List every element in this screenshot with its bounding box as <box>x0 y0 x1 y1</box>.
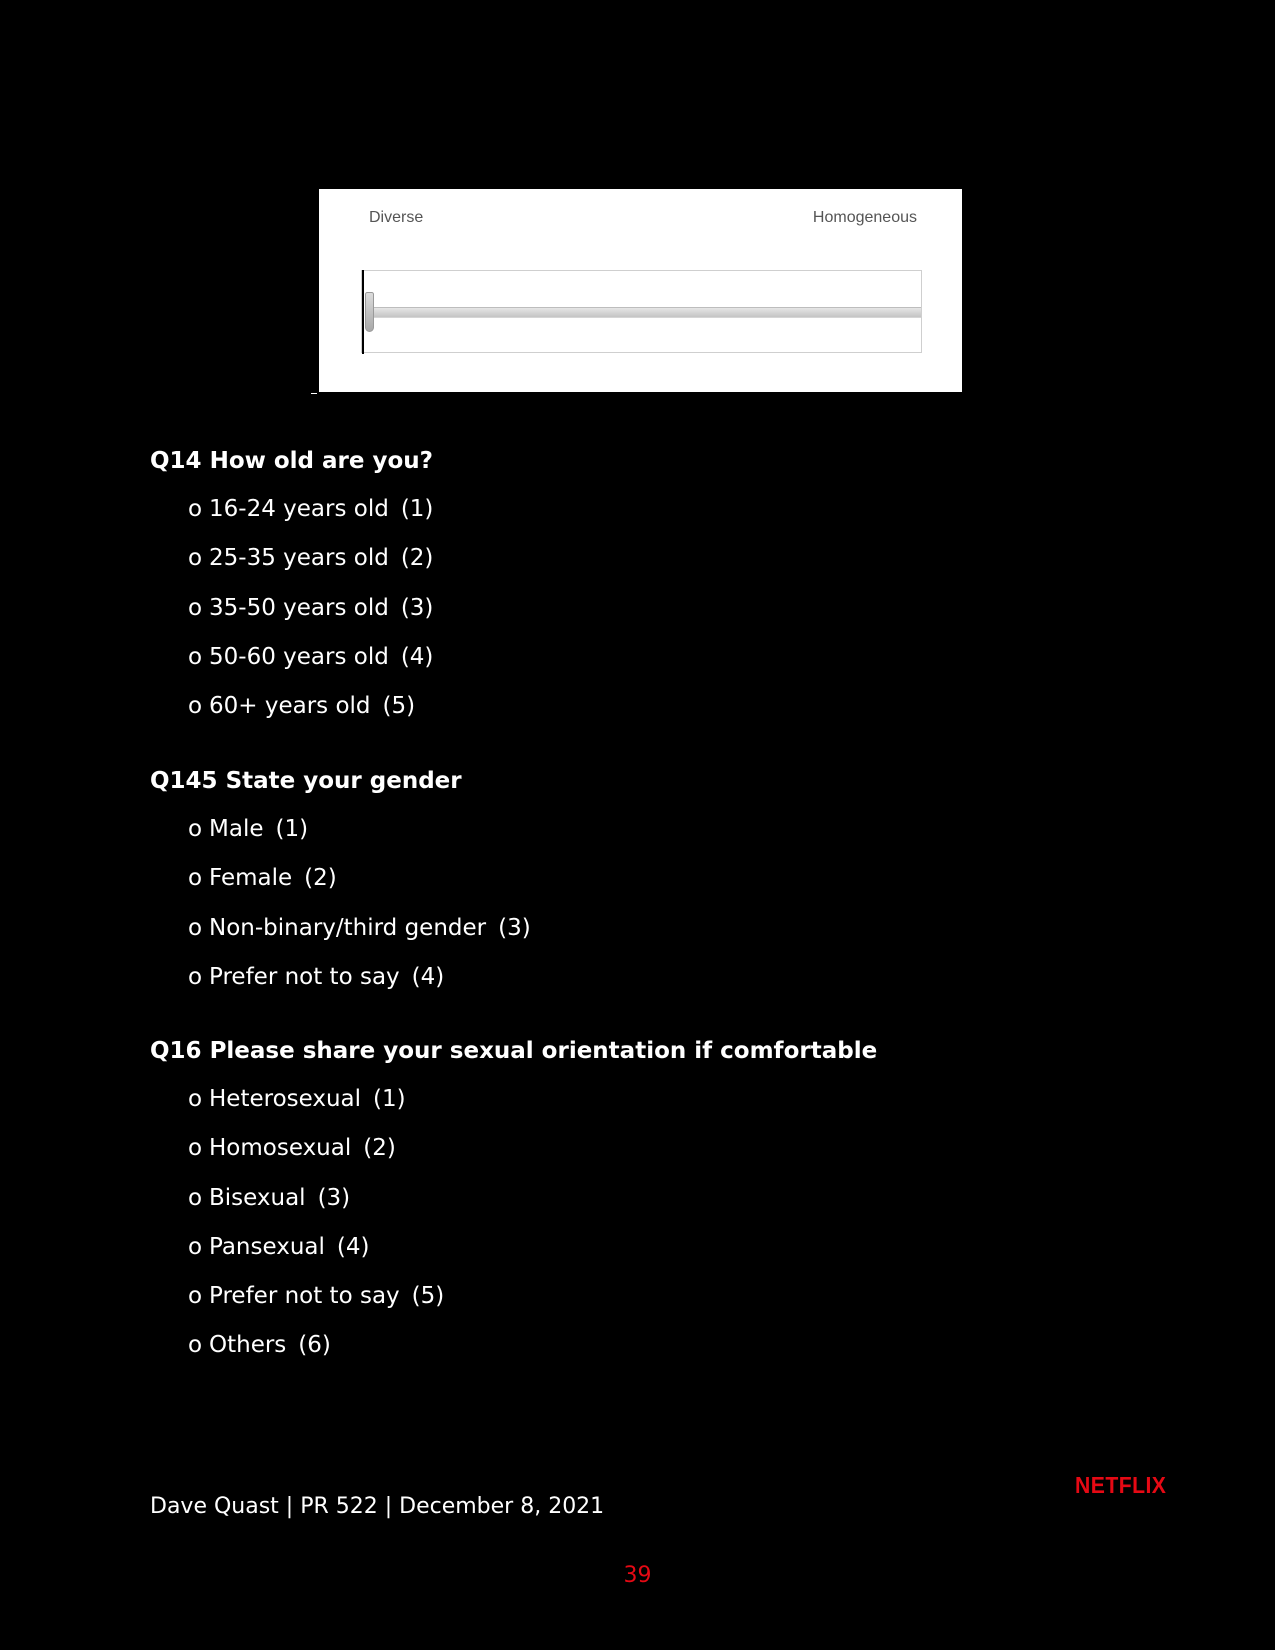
option-label: Pansexual <box>209 1233 325 1260</box>
option-q16-6[interactable] <box>188 1334 444 1383</box>
option-code: (4) <box>400 643 434 670</box>
option-q145-4[interactable] <box>188 963 531 1015</box>
option-label: 35-50 years old <box>209 594 389 621</box>
radio-circle-icon: o <box>188 914 203 941</box>
option-label: 25-35 years old <box>209 545 389 572</box>
radio-circle-icon: o <box>188 963 203 990</box>
radio-circle-icon: o <box>188 643 203 670</box>
slider-zero-line <box>362 270 364 354</box>
option-q145-2[interactable] <box>188 867 531 916</box>
option-code: (2) <box>304 865 337 892</box>
radio-circle-icon: o <box>188 594 203 621</box>
radio-circle-icon: o <box>188 816 203 842</box>
option-label: 60+ years old <box>209 693 371 720</box>
radio-circle-icon: o <box>188 1184 203 1211</box>
option-label: Bisexual <box>209 1184 306 1211</box>
option-label: Others <box>209 1332 287 1359</box>
option-code: (3) <box>498 914 531 941</box>
option-code: (3) <box>317 1184 351 1211</box>
radio-circle-icon: o <box>188 1135 203 1162</box>
option-q16-2[interactable] <box>188 1137 444 1186</box>
options-list-q145 <box>188 818 531 1015</box>
option-code: (3) <box>400 594 434 621</box>
option-q14-4[interactable] <box>188 643 434 695</box>
option-label: Prefer not to say <box>209 963 400 990</box>
options-list-q16 <box>188 1088 444 1384</box>
option-q14-5[interactable] <box>188 695 433 744</box>
footer-citation: Dave Quast | PR 522 | December 8, 2021 <box>150 1494 605 1519</box>
page-number: 39 <box>623 1563 652 1588</box>
option-label: 16-24 years old <box>209 496 389 522</box>
option-q145-3[interactable] <box>188 914 531 966</box>
option-code: (4) <box>411 963 445 990</box>
slider-handle[interactable] <box>365 292 374 332</box>
option-label: Prefer not to say <box>209 1283 400 1310</box>
slider-min-label: Diverse <box>369 209 424 226</box>
question-title-q16: Q16 Please share your sexual orientation if comfortable <box>150 1038 878 1064</box>
option-label: Non-binary/third gender <box>209 914 487 941</box>
option-q14-2[interactable] <box>188 547 433 596</box>
option-code: (6) <box>298 1332 331 1359</box>
option-label: 50-60 years old <box>209 643 389 670</box>
radio-circle-icon: o <box>188 865 203 892</box>
radio-circle-icon: o <box>188 1283 203 1310</box>
radio-circle-icon: o <box>188 693 203 720</box>
netflix-logo: NETFLIX <box>1075 1472 1167 1498</box>
option-q16-5[interactable] <box>188 1285 444 1334</box>
option-q145-1[interactable] <box>188 818 531 867</box>
option-code: (5) <box>411 1283 445 1310</box>
slider-question-image <box>319 189 962 392</box>
radio-circle-icon: o <box>188 496 203 522</box>
options-list-q14 <box>188 498 433 744</box>
radio-circle-icon: o <box>188 545 203 572</box>
slider-control[interactable] <box>361 270 922 353</box>
option-code: (1) <box>373 1086 406 1112</box>
radio-circle-icon: o <box>188 1332 203 1359</box>
option-code: (2) <box>400 545 434 572</box>
question-title-q145: Q145 State your gender <box>150 768 462 794</box>
option-q14-3[interactable] <box>188 594 434 646</box>
option-code: (4) <box>336 1233 370 1260</box>
option-label: Homosexual <box>209 1135 352 1162</box>
question-title-q14: Q14 How old are you? <box>150 448 434 474</box>
slider-max-label: Homogeneous <box>812 209 917 226</box>
option-code: (1) <box>275 816 309 842</box>
option-code: (2) <box>363 1135 396 1162</box>
option-code: (1) <box>400 496 434 522</box>
option-q16-1[interactable] <box>188 1088 444 1137</box>
option-label: Heterosexual <box>209 1086 362 1112</box>
slider-track[interactable] <box>374 307 921 318</box>
divider-mark <box>311 393 317 394</box>
option-q14-1[interactable] <box>188 498 433 547</box>
radio-circle-icon: o <box>188 1086 203 1112</box>
option-label: Female <box>209 865 293 892</box>
option-q16-4[interactable] <box>188 1233 444 1285</box>
option-q16-3[interactable] <box>188 1184 444 1236</box>
radio-circle-icon: o <box>188 1233 203 1260</box>
option-code: (5) <box>382 693 416 720</box>
option-label: Male <box>209 816 264 842</box>
